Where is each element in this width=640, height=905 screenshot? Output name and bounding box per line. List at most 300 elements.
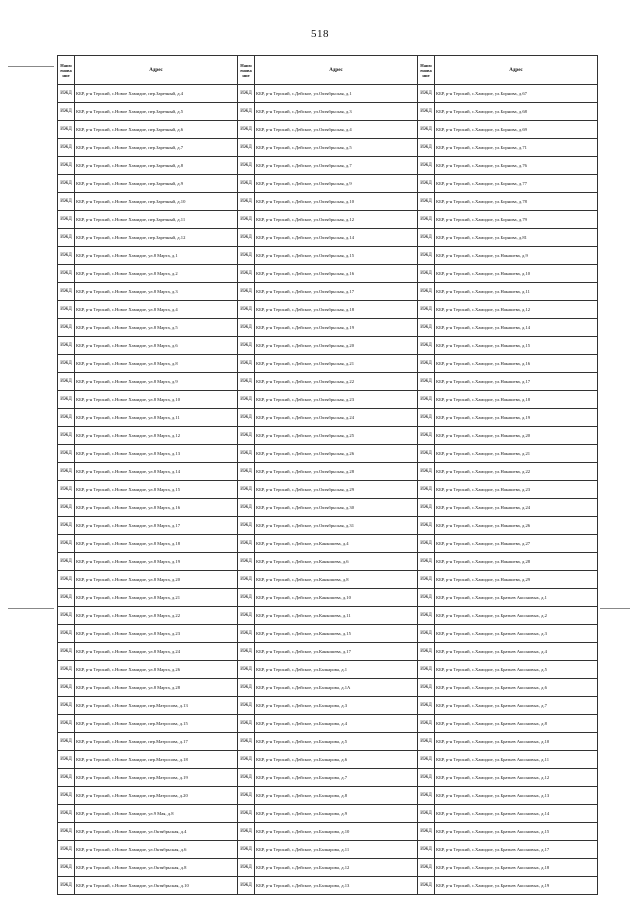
address-cell: КБР, р-н Терский, с.Новое Хамидие, ул.8 Марта, д.13 bbox=[75, 445, 238, 463]
object-kind-cell: ИЖД bbox=[238, 409, 255, 427]
object-kind-cell: ИЖД bbox=[58, 679, 75, 697]
object-kind-cell: ИЖД bbox=[58, 769, 75, 787]
address-cell: КБР, р-н Терский, с.Новое Хамидие, ул.8 Марта, д.8 bbox=[75, 355, 238, 373]
object-kind-cell: ИЖД bbox=[238, 751, 255, 769]
object-kind-cell: ИЖД bbox=[238, 733, 255, 751]
address-cell: КБР, р-н Терский, с.Новое Хамидие, ул.8 Марта, д.6 bbox=[75, 337, 238, 355]
address-cell: КБР, р-н Терский, с.Новое Хамидие, пер.Заречный, д.12 bbox=[75, 229, 238, 247]
table-row bbox=[58, 571, 598, 589]
address-cell: КБР, р-н Терский, с.Дейское, ул.Октябрьская, д.19 bbox=[255, 319, 418, 337]
object-kind-cell: ИЖД bbox=[418, 121, 435, 139]
object-kind-cell: ИЖД bbox=[58, 481, 75, 499]
object-kind-cell: ИЖД bbox=[238, 229, 255, 247]
table-row bbox=[58, 679, 598, 697]
table-row bbox=[58, 715, 598, 733]
address-cell: КБР, р-н Терский, с.Хамидие, ул.Накашева, д.16 bbox=[435, 355, 598, 373]
object-kind-cell: ИЖД bbox=[238, 661, 255, 679]
address-cell: КБР, р-н Терский, с.Дейское, ул.Октябрьская, д.14 bbox=[255, 229, 418, 247]
address-cell: КБР, р-н Терский, с.Хамидие, ул.Накашева, д.18 bbox=[435, 391, 598, 409]
address-cell: КБР, р-н Терский, с.Новое Хамидие, ул.8 Марта, д.14 bbox=[75, 463, 238, 481]
address-cell: КБР, р-н Терский, с.Хамидие, ул.Накашева, д.24 bbox=[435, 499, 598, 517]
object-kind-cell: ИЖД bbox=[238, 427, 255, 445]
object-kind-cell: ИЖД bbox=[58, 157, 75, 175]
table-row bbox=[58, 805, 598, 823]
address-cell: КБР, р-н Терский, с.Новое Хамидие, ул.8 Марта, д.4 bbox=[75, 301, 238, 319]
object-kind-cell: ИЖД bbox=[418, 535, 435, 553]
object-kind-cell: ИЖД bbox=[238, 283, 255, 301]
address-cell: КБР, р-н Терский, с.Хамидие, ул.Накашева, д.10 bbox=[435, 265, 598, 283]
object-kind-cell: ИЖД bbox=[238, 121, 255, 139]
object-kind-cell: ИЖД bbox=[58, 607, 75, 625]
object-kind-cell: ИЖД bbox=[238, 373, 255, 391]
table-row bbox=[58, 769, 598, 787]
address-cell: КБР, р-н Терский, с.Хамидие, ул.Накашева, д.23 bbox=[435, 481, 598, 499]
address-cell: КБР, р-н Терский, с.Дейское, ул.Балкарова, д.6 bbox=[255, 751, 418, 769]
object-kind-cell: ИЖД bbox=[238, 877, 255, 895]
address-cell: КБР, р-н Терский, с.Хамидие, ул.Накашева, д.12 bbox=[435, 301, 598, 319]
object-kind-cell: ИЖД bbox=[238, 769, 255, 787]
table-row bbox=[58, 859, 598, 877]
address-cell: КБР, р-н Терский, с.Дейское, ул.Октябрьская, д.18 bbox=[255, 301, 418, 319]
object-kind-cell: ИЖД bbox=[238, 463, 255, 481]
object-kind-cell: ИЖД bbox=[238, 571, 255, 589]
table-row bbox=[58, 535, 598, 553]
object-kind-cell: ИЖД bbox=[418, 589, 435, 607]
address-cell: КБР, р-н Терский, с.Новое Хамидие, ул.9 Мая, д.8 bbox=[75, 805, 238, 823]
object-kind-cell: ИЖД bbox=[58, 427, 75, 445]
address-cell: КБР, р-н Терский, с.Хамидие, ул.Борнова, д.76 bbox=[435, 157, 598, 175]
address-cell: КБР, р-н Терский, с.Дейское, ул.Балкарова, д.3 bbox=[255, 697, 418, 715]
object-kind-cell: ИЖД bbox=[418, 607, 435, 625]
address-cell: КБР, р-н Терский, с.Хамидие, ул.Братьев Аксоновых, д.19 bbox=[435, 877, 598, 895]
address-cell: КБР, р-н Терский, с.Дейское, ул.Октябрьская, д.25 bbox=[255, 427, 418, 445]
table-row bbox=[58, 445, 598, 463]
object-kind-cell: ИЖД bbox=[58, 337, 75, 355]
object-kind-cell: ИЖД bbox=[418, 877, 435, 895]
object-kind-cell: ИЖД bbox=[418, 715, 435, 733]
table-row bbox=[58, 751, 598, 769]
object-kind-cell: ИЖД bbox=[418, 103, 435, 121]
table-row bbox=[58, 625, 598, 643]
address-cell: КБР, р-н Терский, с.Дейское, ул.Балкарова, д.12 bbox=[255, 859, 418, 877]
address-cell: КБР, р-н Терский, с.Хамидие, ул.Накашева, д.28 bbox=[435, 553, 598, 571]
object-kind-cell: ИЖД bbox=[418, 553, 435, 571]
address-cell: КБР, р-н Терский, с.Дейское, ул.Октябрьская, д.5 bbox=[255, 139, 418, 157]
address-cell: КБР, р-н Терский, с.Дейское, ул.Октябрьская, д.22 bbox=[255, 373, 418, 391]
address-cell: КБР, р-н Терский, с.Новое Хамидие, пер.Заречный, д.8 bbox=[75, 157, 238, 175]
address-cell: КБР, р-н Терский, с.Новое Хамидие, пер.Заречный, д.11 bbox=[75, 211, 238, 229]
address-cell: КБР, р-н Терский, с.Дейское, ул.Октябрьская, д.16 bbox=[255, 265, 418, 283]
address-cell: КБР, р-н Терский, с.Дейское, ул.Балкарова, д.11 bbox=[255, 841, 418, 859]
object-kind-cell: ИЖД bbox=[238, 319, 255, 337]
address-cell: КБР, р-н Терский, с.Новое Хамидие, ул.8 Марта, д.17 bbox=[75, 517, 238, 535]
table-row bbox=[58, 697, 598, 715]
table-row bbox=[58, 733, 598, 751]
object-kind-cell: ИЖД bbox=[238, 355, 255, 373]
address-cell: КБР, р-н Терский, с.Новое Хамидие, ул.8 Марта, д.1 bbox=[75, 247, 238, 265]
object-kind-cell: ИЖД bbox=[418, 265, 435, 283]
address-cell: КБР, р-н Терский, с.Новое Хамидие, пер.Матросова, д.13 bbox=[75, 697, 238, 715]
object-kind-cell: ИЖД bbox=[418, 571, 435, 589]
address-cell: КБР, р-н Терский, с.Дейское, ул.Октябрьская, д.23 bbox=[255, 391, 418, 409]
address-cell: КБР, р-н Терский, с.Дейское, ул.Октябрьская, д.4 bbox=[255, 121, 418, 139]
address-cell: КБР, р-н Терский, с.Хамидие, ул.Накашева, д.22 bbox=[435, 463, 598, 481]
object-kind-cell: ИЖД bbox=[238, 607, 255, 625]
address-cell: КБР, р-н Терский, с.Хамидие, ул.Накашева, д.17 bbox=[435, 373, 598, 391]
object-kind-cell: ИЖД bbox=[58, 85, 75, 103]
object-kind-cell: ИЖД bbox=[58, 805, 75, 823]
object-kind-cell: ИЖД bbox=[238, 85, 255, 103]
address-cell: КБР, р-н Терский, с.Хамидие, ул.Борнова, д.81 bbox=[435, 229, 598, 247]
object-kind-cell: ИЖД bbox=[418, 751, 435, 769]
object-kind-cell: ИЖД bbox=[58, 841, 75, 859]
address-cell: КБР, р-н Терский, с.Хамидие, ул.Накашева, д.11 bbox=[435, 283, 598, 301]
object-kind-cell: ИЖД bbox=[418, 823, 435, 841]
address-cell: КБР, р-н Терский, с.Дейское, ул.Октябрьская, д.26 bbox=[255, 445, 418, 463]
address-cell: КБР, р-н Терский, с.Дейское, ул.Октябрьская, д.9 bbox=[255, 175, 418, 193]
object-kind-cell: ИЖД bbox=[238, 211, 255, 229]
object-kind-cell: ИЖД bbox=[418, 841, 435, 859]
object-kind-cell: ИЖД bbox=[58, 247, 75, 265]
object-kind-cell: ИЖД bbox=[418, 157, 435, 175]
object-kind-cell: ИЖД bbox=[58, 625, 75, 643]
address-cell: КБР, р-н Терский, с.Хамидие, ул.Накашева, д.29 bbox=[435, 571, 598, 589]
object-kind-cell: ИЖД bbox=[418, 679, 435, 697]
object-kind-cell: ИЖД bbox=[418, 517, 435, 535]
column-header-address: Адрес bbox=[435, 56, 598, 85]
address-cell: КБР, р-н Терский, с.Новое Хамидие, ул.8 Марта, д.24 bbox=[75, 643, 238, 661]
address-cell: КБР, р-н Терский, с.Новое Хамидие, пер.Матросова, д.17 bbox=[75, 733, 238, 751]
address-cell: КБР, р-н Терский, с.Хамидие, ул.Накашева, д.26 bbox=[435, 517, 598, 535]
address-cell: КБР, р-н Терский, с.Новое Хамидие, пер.Заречный, д.6 bbox=[75, 121, 238, 139]
object-kind-cell: ИЖД bbox=[58, 823, 75, 841]
table-row bbox=[58, 481, 598, 499]
address-cell: КБР, р-н Терский, с.Дейское, ул.Канкошева, д.17 bbox=[255, 643, 418, 661]
address-cell: КБР, р-н Терский, с.Новое Хамидие, пер.Заречный, д.10 bbox=[75, 193, 238, 211]
address-cell: КБР, р-н Терский, с.Новое Хамидие, ул.8 Марта, д.10 bbox=[75, 391, 238, 409]
object-kind-cell: ИЖД bbox=[418, 337, 435, 355]
address-cell: КБР, р-н Терский, с.Дейское, ул.Октябрьская, д.3 bbox=[255, 103, 418, 121]
object-kind-cell: ИЖД bbox=[418, 139, 435, 157]
address-cell: КБР, р-н Терский, с.Дейское, ул.Октябрьская, д.20 bbox=[255, 337, 418, 355]
address-cell: КБР, р-н Терский, с.Хамидие, ул.Братьев Аксоновых, д.3 bbox=[435, 625, 598, 643]
object-kind-cell: ИЖД bbox=[418, 247, 435, 265]
margin-mark-right bbox=[600, 608, 630, 609]
object-kind-cell: ИЖД bbox=[238, 553, 255, 571]
address-cell: КБР, р-н Терский, с.Дейское, ул.Октябрьская, д.7 bbox=[255, 157, 418, 175]
table-row bbox=[58, 391, 598, 409]
object-kind-cell: ИЖД bbox=[58, 121, 75, 139]
table-row bbox=[58, 139, 598, 157]
address-cell: КБР, р-н Терский, с.Дейское, ул.Октябрьская, д.12 bbox=[255, 211, 418, 229]
address-cell: КБР, р-н Терский, с.Хамидие, ул.Накашева, д.27 bbox=[435, 535, 598, 553]
object-kind-cell: ИЖД bbox=[238, 337, 255, 355]
object-kind-cell: ИЖД bbox=[58, 751, 75, 769]
address-cell: КБР, р-н Терский, с.Хамидие, ул.Накашева, д.15 bbox=[435, 337, 598, 355]
table-row bbox=[58, 247, 598, 265]
object-kind-cell: ИЖД bbox=[418, 409, 435, 427]
object-kind-cell: ИЖД bbox=[238, 535, 255, 553]
object-kind-cell: ИЖД bbox=[418, 391, 435, 409]
table-row bbox=[58, 229, 598, 247]
address-cell: КБР, р-н Терский, с.Хамидие, ул.Братьев Аксоновых, д.5 bbox=[435, 661, 598, 679]
address-cell: КБР, р-н Терский, с.Новое Хамидие, ул.8 Марта, д.2 bbox=[75, 265, 238, 283]
address-cell: КБР, р-н Терский, с.Новое Хамидие, пер.Матросова, д.20 bbox=[75, 787, 238, 805]
address-cell: КБР, р-н Терский, с.Новое Хамидие, пер.Заречный, д.7 bbox=[75, 139, 238, 157]
object-kind-cell: ИЖД bbox=[58, 877, 75, 895]
table-row bbox=[58, 409, 598, 427]
address-cell: КБР, р-н Терский, с.Дейское, ул.Балкарова, д.9 bbox=[255, 805, 418, 823]
object-kind-cell: ИЖД bbox=[418, 625, 435, 643]
table-row bbox=[58, 607, 598, 625]
address-cell: КБР, р-н Терский, с.Хамидие, ул.Братьев Аксоновых, д.7 bbox=[435, 697, 598, 715]
object-kind-cell: ИЖД bbox=[418, 787, 435, 805]
table-row bbox=[58, 373, 598, 391]
object-kind-cell: ИЖД bbox=[418, 445, 435, 463]
object-kind-cell: ИЖД bbox=[418, 319, 435, 337]
address-cell: КБР, р-н Терский, с.Новое Хамидие, ул.8 Марта, д.9 bbox=[75, 373, 238, 391]
object-kind-cell: ИЖД bbox=[58, 697, 75, 715]
object-kind-cell: ИЖД bbox=[58, 265, 75, 283]
table-row bbox=[58, 283, 598, 301]
object-kind-cell: ИЖД bbox=[418, 283, 435, 301]
table-body bbox=[58, 85, 598, 895]
table-row bbox=[58, 661, 598, 679]
object-kind-cell: ИЖД bbox=[58, 103, 75, 121]
object-kind-cell: ИЖД bbox=[58, 211, 75, 229]
address-cell: КБР, р-н Терский, с.Дейское, ул.Октябрьская, д.21 bbox=[255, 355, 418, 373]
address-cell: КБР, р-н Терский, с.Хамидие, ул.Накашева, д.21 bbox=[435, 445, 598, 463]
object-kind-cell: ИЖД bbox=[418, 211, 435, 229]
object-kind-cell: ИЖД bbox=[238, 643, 255, 661]
address-cell: КБР, р-н Терский, с.Новое Хамидие, пер.Матросова, д.15 bbox=[75, 715, 238, 733]
address-cell: КБР, р-н Терский, с.Дейское, ул.Октябрьская, д.24 bbox=[255, 409, 418, 427]
address-cell: КБР, р-н Терский, с.Дейское, ул.Октябрьская, д.31 bbox=[255, 517, 418, 535]
object-kind-cell: ИЖД bbox=[58, 553, 75, 571]
object-kind-cell: ИЖД bbox=[58, 283, 75, 301]
address-cell: КБР, р-н Терский, с.Дейское, ул.Октябрьская, д.10 bbox=[255, 193, 418, 211]
address-cell: КБР, р-н Терский, с.Хамидие, ул.Братьев Аксоновых, д.17 bbox=[435, 841, 598, 859]
object-kind-cell: ИЖД bbox=[238, 697, 255, 715]
object-kind-cell: ИЖД bbox=[418, 463, 435, 481]
object-kind-cell: ИЖД bbox=[418, 301, 435, 319]
object-kind-cell: ИЖД bbox=[418, 427, 435, 445]
address-cell: КБР, р-н Терский, с.Дейское, ул.Балкарова, д.10 bbox=[255, 823, 418, 841]
address-cell: КБР, р-н Терский, с.Хамидие, ул.Борнова, д.78 bbox=[435, 193, 598, 211]
address-cell: КБР, р-н Терский, с.Новое Хамидие, ул.8 Марта, д.16 bbox=[75, 499, 238, 517]
table-row bbox=[58, 175, 598, 193]
object-kind-cell: ИЖД bbox=[238, 517, 255, 535]
address-cell: КБР, р-н Терский, с.Хамидие, ул.Братьев Аксоновых, д.11 bbox=[435, 751, 598, 769]
address-cell: КБР, р-н Терский, с.Новое Хамидие, ул.8 Марта, д.12 bbox=[75, 427, 238, 445]
address-cell: КБР, р-н Терский, с.Дейское, ул.Октябрьская, д.1 bbox=[255, 85, 418, 103]
object-kind-cell: ИЖД bbox=[238, 139, 255, 157]
object-kind-cell: ИЖД bbox=[238, 265, 255, 283]
object-kind-cell: ИЖД bbox=[58, 643, 75, 661]
address-cell: КБР, р-н Терский, с.Новое Хамидие, ул.8 Марта, д.15 bbox=[75, 481, 238, 499]
address-cell: КБР, р-н Терский, с.Дейское, ул.Октябрьская, д.29 bbox=[255, 481, 418, 499]
column-header-address: Адрес bbox=[75, 56, 238, 85]
address-cell: КБР, р-н Терский, с.Хамидие, ул.Братьев Аксоновых, д.6 bbox=[435, 679, 598, 697]
address-cell: КБР, р-н Терский, с.Новое Хамидие, ул.8 Марта, д.18 bbox=[75, 535, 238, 553]
object-kind-cell: ИЖД bbox=[238, 481, 255, 499]
address-cell: КБР, р-н Терский, с.Новое Хамидие, ул.8 Марта, д.20 bbox=[75, 571, 238, 589]
table-row bbox=[58, 355, 598, 373]
address-cell: КБР, р-н Терский, с.Хамидие, ул.Братьев Аксоновых, д.10 bbox=[435, 733, 598, 751]
address-cell: КБР, р-н Терский, с.Новое Хамидие, ул.8 Марта, д.26 bbox=[75, 661, 238, 679]
table-row bbox=[58, 841, 598, 859]
object-kind-cell: ИЖД bbox=[58, 373, 75, 391]
table-row bbox=[58, 103, 598, 121]
table-header-row bbox=[58, 56, 598, 85]
object-kind-cell: ИЖД bbox=[238, 391, 255, 409]
address-cell: КБР, р-н Терский, с.Новое Хамидие, ул.Октябрьская, д.10 bbox=[75, 877, 238, 895]
address-cell: КБР, р-н Терский, с.Новое Хамидие, ул.8 Марта, д.21 bbox=[75, 589, 238, 607]
object-kind-cell: ИЖД bbox=[418, 769, 435, 787]
address-cell: КБР, р-н Терский, с.Хамидие, ул.Борнова, д.67 bbox=[435, 85, 598, 103]
object-kind-cell: ИЖД bbox=[238, 193, 255, 211]
object-kind-cell: ИЖД bbox=[58, 463, 75, 481]
address-cell: КБР, р-н Терский, с.Дейское, ул.Канкошева, д.15 bbox=[255, 625, 418, 643]
table-row bbox=[58, 319, 598, 337]
object-kind-cell: ИЖД bbox=[58, 715, 75, 733]
object-kind-cell: ИЖД bbox=[418, 481, 435, 499]
table-row bbox=[58, 337, 598, 355]
address-cell: КБР, р-н Терский, с.Новое Хамидие, ул.8 Марта, д.23 bbox=[75, 625, 238, 643]
object-kind-cell: ИЖД bbox=[58, 517, 75, 535]
page-number: 518 bbox=[311, 28, 329, 40]
table-row bbox=[58, 121, 598, 139]
address-cell: КБР, р-н Терский, с.Дейское, ул.Октябрьская, д.30 bbox=[255, 499, 418, 517]
object-kind-cell: ИЖД bbox=[58, 787, 75, 805]
address-cell: КБР, р-н Терский, с.Хамидие, ул.Братьев Аксоновых, д.12 bbox=[435, 769, 598, 787]
table-row bbox=[58, 499, 598, 517]
object-kind-cell: ИЖД bbox=[58, 733, 75, 751]
address-cell: КБР, р-н Терский, с.Дейское, ул.Балкарова, д.5 bbox=[255, 733, 418, 751]
object-kind-cell: ИЖД bbox=[238, 157, 255, 175]
address-cell: КБР, р-н Терский, с.Хамидие, ул.Братьев Аксоновых, д.2 bbox=[435, 607, 598, 625]
address-cell: КБР, р-н Терский, с.Хамидие, ул.Братьев Аксоновых, д.14 bbox=[435, 805, 598, 823]
table-row bbox=[58, 427, 598, 445]
address-cell: КБР, р-н Терский, с.Дейское, ул.Балкарова, д.7 bbox=[255, 769, 418, 787]
address-cell: КБР, р-н Терский, с.Дейское, ул.Октябрьская, д.17 bbox=[255, 283, 418, 301]
object-kind-cell: ИЖД bbox=[418, 355, 435, 373]
object-kind-cell: ИЖД bbox=[58, 355, 75, 373]
object-kind-cell: ИЖД bbox=[58, 319, 75, 337]
address-cell: КБР, р-н Терский, с.Новое Хамидие, ул.8 Марта, д.5 bbox=[75, 319, 238, 337]
address-cell: КБР, р-н Терский, с.Новое Хамидие, ул.Октябрьская, д.8 bbox=[75, 859, 238, 877]
address-cell: КБР, р-н Терский, с.Хамидие, ул.Борнова, д.68 bbox=[435, 103, 598, 121]
object-kind-cell: ИЖД bbox=[238, 859, 255, 877]
address-cell: КБР, р-н Терский, с.Хамидие, ул.Борнова, д.77 bbox=[435, 175, 598, 193]
object-kind-cell: ИЖД bbox=[418, 193, 435, 211]
address-cell: КБР, р-н Терский, с.Хамидие, ул.Борнова, д.71 bbox=[435, 139, 598, 157]
object-kind-cell: ИЖД bbox=[58, 175, 75, 193]
address-cell: КБР, р-н Терский, с.Хамидие, ул.Борнова, д.69 bbox=[435, 121, 598, 139]
table-row bbox=[58, 877, 598, 895]
object-kind-cell: ИЖД bbox=[238, 589, 255, 607]
object-kind-cell: ИЖД bbox=[238, 499, 255, 517]
address-cell: КБР, р-н Терский, с.Новое Хамидие, ул.8 Марта, д.11 bbox=[75, 409, 238, 427]
address-cell: КБР, р-н Терский, с.Хамидие, ул.Братьев Аксоновых, д.15 bbox=[435, 823, 598, 841]
address-cell: КБР, р-н Терский, с.Хамидие, ул.Накашева, д.9 bbox=[435, 247, 598, 265]
object-kind-cell: ИЖД bbox=[58, 499, 75, 517]
address-cell: КБР, р-н Терский, с.Дейское, ул.Октябрьская, д.28 bbox=[255, 463, 418, 481]
address-cell: КБР, р-н Терский, с.Новое Хамидие, ул.Октябрьская, д.6 bbox=[75, 841, 238, 859]
table-row bbox=[58, 265, 598, 283]
address-cell: КБР, р-н Терский, с.Хамидие, ул.Накашева, д.19 bbox=[435, 409, 598, 427]
object-kind-cell: ИЖД bbox=[238, 301, 255, 319]
address-cell: КБР, р-н Терский, с.Дейское, ул.Канкошева, д.6 bbox=[255, 553, 418, 571]
address-cell: КБР, р-н Терский, с.Новое Хамидие, пер.Матросова, д.18 bbox=[75, 751, 238, 769]
address-cell: КБР, р-н Терский, с.Хамидие, ул.Накашева, д.20 bbox=[435, 427, 598, 445]
table-row bbox=[58, 301, 598, 319]
object-kind-cell: ИЖД bbox=[418, 229, 435, 247]
address-cell: КБР, р-н Терский, с.Хамидие, ул.Борнова, д.79 bbox=[435, 211, 598, 229]
address-cell: КБР, р-н Терский, с.Новое Хамидие, ул.8 Марта, д.3 bbox=[75, 283, 238, 301]
address-cell: КБР, р-н Терский, с.Дейское, ул.Октябрьская, д.15 bbox=[255, 247, 418, 265]
margin-mark-middle bbox=[8, 608, 54, 609]
object-kind-cell: ИЖД bbox=[238, 679, 255, 697]
object-kind-cell: ИЖД bbox=[58, 535, 75, 553]
object-kind-cell: ИЖД bbox=[238, 625, 255, 643]
table-row bbox=[58, 157, 598, 175]
table-row bbox=[58, 193, 598, 211]
address-cell: КБР, р-н Терский, с.Дейское, ул.Балкарова, д.1 bbox=[255, 661, 418, 679]
address-cell: КБР, р-н Терский, с.Хамидие, ул.Накашева, д.14 bbox=[435, 319, 598, 337]
address-cell: КБР, р-н Терский, с.Новое Хамидие, ул.8 Марта, д.19 bbox=[75, 553, 238, 571]
object-kind-cell: ИЖД bbox=[238, 247, 255, 265]
column-header-kind: Наим енова ние bbox=[418, 56, 435, 85]
object-kind-cell: ИЖД bbox=[58, 139, 75, 157]
address-cell: КБР, р-н Терский, с.Дейское, ул.Канкошева, д.11 bbox=[255, 607, 418, 625]
object-kind-cell: ИЖД bbox=[418, 643, 435, 661]
object-kind-cell: ИЖД bbox=[58, 589, 75, 607]
object-kind-cell: ИЖД bbox=[238, 823, 255, 841]
object-kind-cell: ИЖД bbox=[58, 229, 75, 247]
object-kind-cell: ИЖД bbox=[238, 715, 255, 733]
address-cell: КБР, р-н Терский, с.Дейское, ул.Канкошева, д.4 bbox=[255, 535, 418, 553]
address-cell: КБР, р-н Терский, с.Дейское, ул.Балкарова, д.8 bbox=[255, 787, 418, 805]
object-kind-cell: ИЖД bbox=[58, 571, 75, 589]
object-kind-cell: ИЖД bbox=[58, 301, 75, 319]
object-kind-cell: ИЖД bbox=[58, 661, 75, 679]
object-kind-cell: ИЖД bbox=[238, 103, 255, 121]
table-row bbox=[58, 463, 598, 481]
table-row bbox=[58, 643, 598, 661]
object-kind-cell: ИЖД bbox=[238, 841, 255, 859]
object-kind-cell: ИЖД bbox=[418, 697, 435, 715]
object-kind-cell: ИЖД bbox=[418, 805, 435, 823]
object-kind-cell: ИЖД bbox=[238, 805, 255, 823]
address-cell: КБР, р-н Терский, с.Дейское, ул.Канкошева, д.10 bbox=[255, 589, 418, 607]
column-header-address: Адрес bbox=[255, 56, 418, 85]
object-kind-cell: ИЖД bbox=[58, 193, 75, 211]
object-kind-cell: ИЖД bbox=[238, 445, 255, 463]
address-cell: КБР, р-н Терский, с.Новое Хамидие, ул.8 Марта, д.28 bbox=[75, 679, 238, 697]
address-cell: КБР, р-н Терский, с.Дейское, ул.Балкарова, д.4 bbox=[255, 715, 418, 733]
object-kind-cell: ИЖД bbox=[58, 445, 75, 463]
address-registry-table bbox=[57, 55, 598, 895]
table-row bbox=[58, 823, 598, 841]
table-row bbox=[58, 589, 598, 607]
address-cell: КБР, р-н Терский, с.Дейское, ул.Балкарова, д.1А bbox=[255, 679, 418, 697]
object-kind-cell: ИЖД bbox=[418, 859, 435, 877]
address-cell: КБР, р-н Терский, с.Новое Хамидие, пер.Матросова, д.19 bbox=[75, 769, 238, 787]
table-row bbox=[58, 553, 598, 571]
address-cell: КБР, р-н Терский, с.Дейское, ул.Канкошева, д.8 bbox=[255, 571, 418, 589]
margin-mark-top bbox=[8, 66, 54, 67]
